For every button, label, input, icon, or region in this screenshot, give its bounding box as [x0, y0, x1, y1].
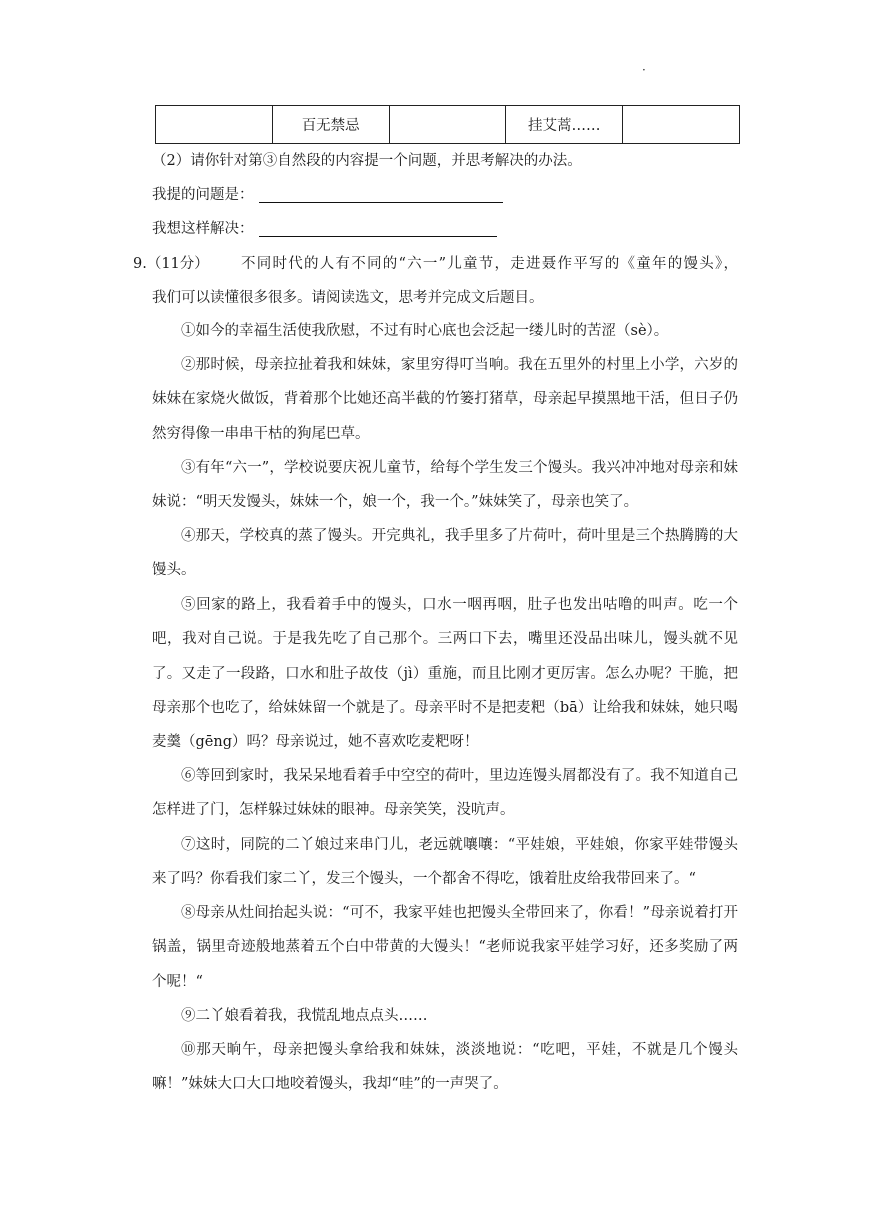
subquestion-prompt: （2）请你针对第③自然段的内容提一个问题，并思考解决的办法。	[152, 153, 582, 169]
paragraph-6: ⑥等回到家时，我呆呆地看着手中空空的荷叶，里边连馒头屑都没有了。我不知道自己怎样进了门，怎样躲过妹妹的眼神。母亲笑笑，没吭声。	[152, 768, 738, 819]
paragraph-4: ④那天，学校真的蒸了馒头。开完典礼，我手里多了片荷叶，荷叶里是三个热腾腾的大馒头。	[152, 528, 738, 579]
paragraph-10: ⑩那天晌午，母亲把馒头拿给我和妹妹，淡淡地说：“吃吧，平娃，不就是几个馒头嘛！”妹妹大口大口地咬着馒头，我却“哇”的一声哭了。	[152, 1042, 738, 1093]
problem-label: 我提的问题是：	[152, 187, 254, 203]
table-cell: 百无禁忌	[272, 106, 389, 144]
solution-label: 我想这样解决：	[152, 221, 254, 237]
table-cell	[156, 106, 273, 144]
paragraph-2: ②那时候，母亲拉扯着我和妹妹，家里穷得叮当响。我在五里外的村里上小学，六岁的妹妹在家烧火做饭，背着那个比她还高半截的竹篓打猪草，母亲起早摸黑地干活，但日子仍然穷得像一串串干枯的狗尾巴草。	[152, 357, 738, 442]
table-cell	[389, 106, 506, 144]
paragraph-5: ⑤回家的路上，我看着手中的馒头，口水一咽再咽，肚子也发出咕噜的叫声。吃一个吧，我对自己说。于是我先吃了自己那个。三两口下去，嘴里还没品出味儿，馒头就不见了。又走了一段路，口水和肚子故伎（jì）重施，而且比刚才更厉害。怎么办呢？干脆，把母亲那个也吃了，给妹妹留一个就是了。母亲平时不是把麦粑（bā）让给我和妹妹，她只喝麦羹（gēng）吗？母亲说过，她不喜欢吃麦粑呀！	[152, 597, 738, 751]
paragraph-7: ⑦这时，同院的二丫娘过来串门儿，老远就嚷嚷：“平娃娘，平娃娘，你家平娃带馒头来了吗？你看我们家二丫，发三个馒头，一个都舍不得吃，饿着肚皮给我带回来了。“	[152, 837, 738, 888]
paragraph-1: ①如今的幸福生活使我欣慰，不过有时心底也会泛起一缕儿时的苦涩（sè）。	[181, 323, 669, 339]
paragraph-9: ⑨二丫娘看着我，我慌乱地点点头……	[181, 1008, 428, 1024]
page-mark: ·	[642, 63, 646, 77]
customs-table	[155, 105, 740, 144]
question-number: 9.（11分）	[133, 256, 209, 272]
solution-answer-blank[interactable]	[259, 236, 497, 237]
paragraph-3: ③有年“六一”，学校说要庆祝儿童节，给每个学生发三个馒头。我兴冲冲地对母亲和妹妹说：“明天发馒头，妹妹一个，娘一个，我一个。”妹妹笑了，母亲也笑了。	[152, 460, 738, 511]
question-intro-line2: 我们可以读懂很多很多。请阅读选文，思考并完成文后题目。	[152, 290, 544, 306]
table-row	[156, 106, 740, 144]
table-cell: 挂艾蒿……	[506, 106, 623, 144]
question-intro-line1: 不同时代的人有不同的“六一”儿童节，走进聂作平写的《童年的馒头》，	[241, 256, 738, 272]
paragraph-8: ⑧母亲从灶间抬起头说：“可不，我家平娃也把馒头全带回来了，你看！”母亲说着打开锅盖，锅里奇迹般地蒸着五个白中带黄的大馒头！“老师说我家平娃学习好，还多奖励了两个呢！“	[152, 905, 738, 990]
problem-answer-blank[interactable]	[259, 202, 503, 203]
table-cell	[623, 106, 740, 144]
